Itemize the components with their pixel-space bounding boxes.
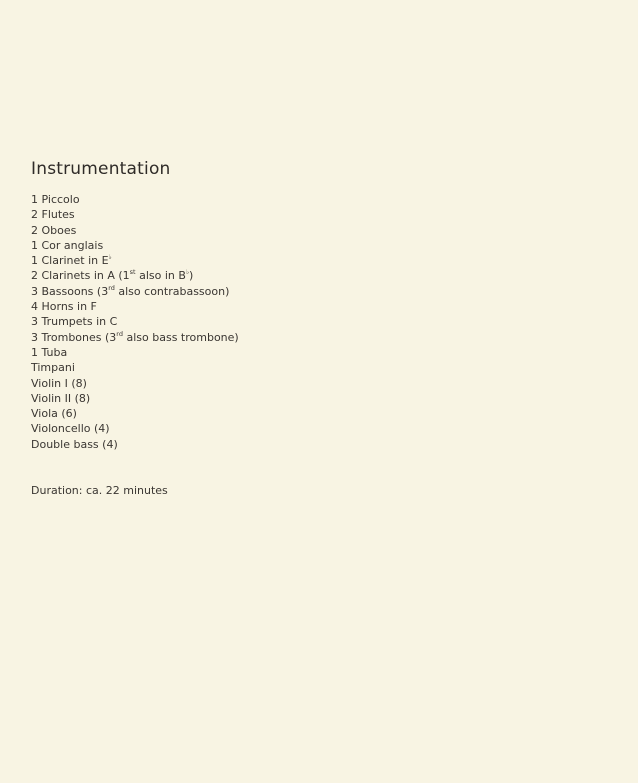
instrument-item <box>31 284 239 299</box>
instrument-sup: ♭ <box>108 253 112 262</box>
instrument-item <box>31 299 239 314</box>
instrument-sup2: ♭ <box>185 268 190 277</box>
instrument-item <box>31 192 239 207</box>
instrument-text: 3 Trombones (3 <box>31 330 117 344</box>
instrument-item <box>31 360 239 375</box>
instrument-sup: rd <box>108 283 115 292</box>
instrument-text: 3 Bassoons (3 <box>31 284 109 298</box>
instrument-text: Violin I (8) <box>31 376 87 390</box>
page-title: Instrumentation <box>31 159 171 180</box>
instrument-text: 1 Tuba <box>31 345 68 359</box>
instrument-item <box>31 330 239 345</box>
instrument-text: Viola (6) <box>31 407 77 421</box>
instrument-after: also bass trombone) <box>122 330 239 344</box>
instrument-item <box>31 437 239 452</box>
instrument-text: Timpani <box>31 361 75 375</box>
instrument-text: 1 Clarinet in E <box>31 254 109 268</box>
instrument-item <box>31 345 239 360</box>
instrument-list <box>31 192 239 452</box>
instrument-text: 1 Cor anglais <box>31 238 104 252</box>
instrument-item <box>31 223 239 238</box>
instrument-item <box>31 268 239 283</box>
instrument-item <box>31 238 239 253</box>
instrument-text: 4 Horns in F <box>31 300 97 314</box>
instrument-text: 3 Trumpets in C <box>31 315 118 329</box>
instrument-item <box>31 253 239 268</box>
instrument-sup: st <box>129 268 136 277</box>
instrument-after: also in B <box>135 269 186 283</box>
instrument-text: Double bass (4) <box>31 437 118 451</box>
instrument-item <box>31 406 239 421</box>
instrument-text: 2 Oboes <box>31 223 77 237</box>
duration-text: Duration: ca. 22 minutes <box>31 484 168 497</box>
instrument-item <box>31 376 239 391</box>
instrument-after: also contrabassoon) <box>114 284 230 298</box>
instrument-text: 1 Piccolo <box>31 193 80 206</box>
instrument-item <box>31 421 239 436</box>
instrument-text: 2 Flutes <box>31 208 75 222</box>
instrument-after2: ) <box>189 269 194 283</box>
instrument-text: Violoncello (4) <box>31 422 110 436</box>
instrument-item <box>31 207 239 222</box>
instrument-text: Violin II (8) <box>31 391 91 405</box>
instrument-item <box>31 314 239 329</box>
instrument-sup: rd <box>116 329 123 338</box>
instrument-text: 2 Clarinets in A (1 <box>31 269 130 283</box>
instrument-item <box>31 391 239 406</box>
